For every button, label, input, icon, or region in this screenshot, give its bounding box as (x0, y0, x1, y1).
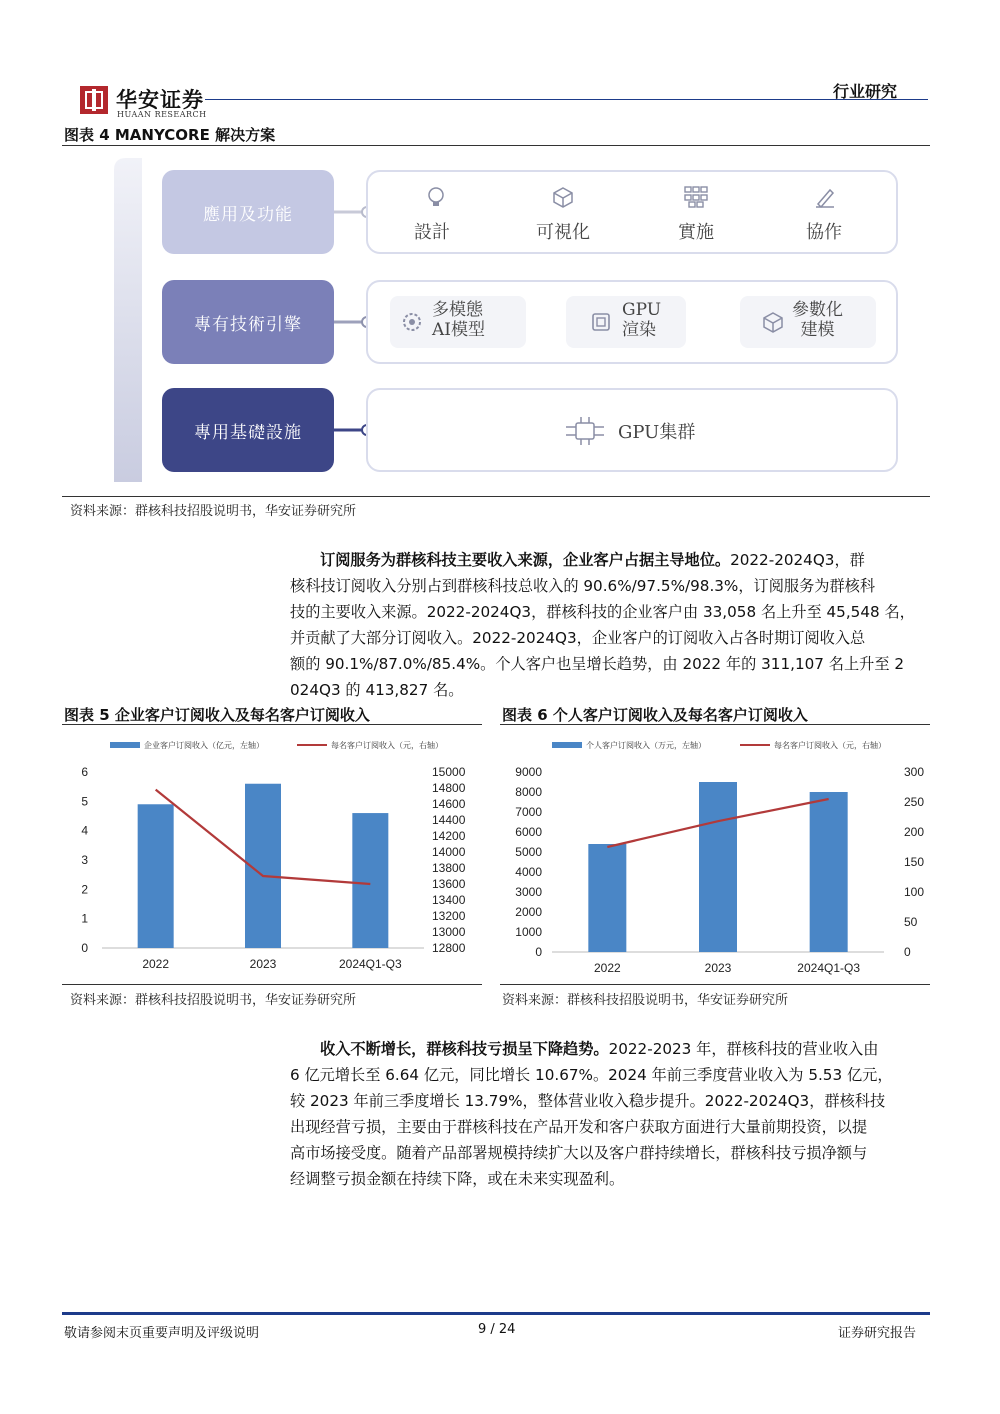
bar (699, 782, 737, 952)
y2-tick-label: 50 (904, 915, 918, 929)
paragraph2-line: 6 亿元增长至 6.64 亿元，同比增长 10.67%。2024 年前三季度营业收入为 5.53 亿元， (290, 1066, 893, 1084)
y2-tick-label: 250 (904, 795, 925, 809)
footer-disclaimer: 敬请参阅末页重要声明及评级说明 (64, 1326, 260, 1341)
item-visualization: 可視化 (536, 222, 590, 243)
layer-engine: 專有技術引擎 (162, 280, 334, 364)
logo-subtext: HUAAN RESEARCH (117, 110, 207, 119)
paragraph1-line: 2022-2024Q3，群 (730, 551, 865, 569)
y2-tick-label: 15000 (432, 765, 466, 779)
y-tick-label: 2000 (515, 905, 542, 919)
y2-tick-label: 14400 (432, 813, 466, 827)
y-tick-label: 4000 (515, 865, 542, 879)
company-logo (80, 86, 108, 114)
figure4-bottom-rule (62, 496, 930, 497)
y2-tick-label: 300 (904, 765, 925, 779)
x-tick-label: 2023 (704, 961, 732, 975)
y-tick-label: 3000 (515, 885, 542, 899)
infrastructure-panel (366, 388, 898, 472)
bar (352, 813, 388, 948)
item-gpu-render: GPU 渲染 (622, 300, 662, 340)
y-tick-label: 2 (81, 882, 88, 897)
multimodal-ai-card (390, 296, 526, 348)
legend-line-label: 每名客户订阅收入（元，右轴） (331, 741, 443, 750)
footer-report-type: 证券研究报告 (838, 1326, 917, 1341)
footer-line (62, 1312, 930, 1315)
x-tick-label: 2024Q1-Q3 (797, 961, 861, 975)
y2-tick-label: 14600 (432, 797, 466, 811)
bar (810, 792, 848, 952)
gpu-chip-icon (590, 311, 612, 333)
y2-tick-label: 14800 (432, 781, 466, 795)
figure6-title: 图表 6 个人客户订阅收入及每名客户订阅收入 (502, 706, 808, 724)
y-tick-label: 0 (535, 945, 542, 959)
paragraph2-line: 较 2023 年前三季度增长 13.79%，整体营业收入稳步提升。2022-2024Q3，群核科技 (290, 1092, 886, 1110)
item-gpu-cluster: GPU集群 (618, 422, 696, 443)
paragraph1-line: 024Q3 的 413,827 名。 (290, 681, 464, 699)
paragraph1-lead: 订阅服务为群核科技主要收入来源，企业客户占据主导地位。 (320, 551, 731, 569)
paragraph1-line: 核科技订阅收入分别占到群核科技总收入的 90.6%/97.5%/98.3%，订阅服务为群核科 (290, 577, 876, 595)
item-parametric-modeling: 參數化 建模 (792, 300, 843, 340)
chart-enterprise-subscription (62, 728, 482, 980)
y-tick-label: 5 (81, 794, 88, 809)
y2-tick-label: 13400 (432, 893, 466, 907)
chart-individual-subscription (500, 728, 930, 980)
paragraph2-line: 高市场接受度。随着产品部署规模持续扩大以及客户群持续增长，群核科技亏损净额与 (290, 1144, 868, 1162)
gpu-render-card (566, 296, 686, 348)
figure5-source: 资料来源：群核科技招股说明书，华安证券研究所 (70, 993, 357, 1008)
param-cube-icon (762, 311, 784, 333)
x-tick-label: 2023 (249, 957, 277, 971)
figure5-bottom-rule (62, 984, 482, 985)
bar (138, 804, 174, 948)
figure6-bottom-rule (500, 984, 930, 985)
y-tick-label: 1000 (515, 925, 542, 939)
legend-bar-label: 企业客户订阅收入（亿元，左轴） (144, 741, 264, 750)
layer-applications: 應用及功能 (162, 170, 334, 254)
paragraph-revenue (290, 1036, 930, 1192)
header-line (205, 99, 928, 100)
y2-tick-label: 13000 (432, 925, 466, 939)
figure6-source: 资料来源：群核科技招股说明书，华安证券研究所 (502, 993, 789, 1008)
y-tick-label: 1 (81, 911, 88, 926)
legend-bar-label: 个人客户订阅收入（万元，左轴） (586, 741, 706, 750)
paragraph1-line: 额的 90.1%/87.0%/85.4%。个人客户也呈增长趋势，由 2022 年的 311,107 名上升至 2 (290, 655, 904, 673)
figure5-top-rule (62, 724, 482, 725)
y-tick-label: 9000 (515, 765, 542, 779)
paragraph2-lead: 收入不断增长，群核科技亏损呈下降趋势。 (320, 1040, 609, 1058)
y-tick-label: 5000 (515, 845, 542, 859)
legend-line-label: 每名客户订阅收入（元，右轴） (774, 741, 886, 750)
section-label: 行业研究 (833, 82, 898, 101)
parametric-modeling-card (740, 296, 876, 348)
solution-diagram (62, 150, 930, 490)
paragraph-subscription (290, 547, 930, 703)
figure6-top-rule (500, 724, 930, 725)
y2-tick-label: 0 (904, 945, 911, 959)
y-tick-label: 4 (81, 823, 88, 838)
y-tick-label: 7000 (515, 805, 542, 819)
y-tick-label: 3 (81, 853, 88, 867)
y-tick-label: 8000 (515, 785, 542, 799)
y-tick-label: 6 (81, 765, 88, 779)
x-tick-label: 2024Q1-Q3 (338, 957, 402, 971)
paragraph2-line: 2022-2023 年，群核科技的营业收入由 (608, 1040, 879, 1058)
figure5-title: 图表 5 企业客户订阅收入及每名客户订阅收入 (64, 706, 370, 724)
paragraph1-line: 并贡献了大部分订阅收入。2022-2024Q3，企业客户的订阅收入占各时期订阅收入总 (290, 629, 866, 647)
grid-icon (684, 186, 708, 208)
y2-tick-label: 100 (904, 885, 925, 899)
figure4-top-rule (62, 145, 930, 146)
paragraph2-line: 出现经营亏损，主要由于群核科技在产品开发和客户获取方面进行大量前期投资，以提 (290, 1118, 868, 1136)
y-tick-label: 0 (81, 941, 88, 955)
engine-panel (366, 280, 898, 364)
logo-text: 华安证券 (116, 87, 204, 112)
item-implementation: 實施 (678, 222, 714, 243)
item-design: 設計 (414, 222, 450, 243)
y2-tick-label: 12800 (432, 941, 466, 955)
paragraph2-line: 经调整亏损金额在持续下降，或在未来实现盈利。 (290, 1170, 625, 1188)
pen-icon (814, 186, 836, 208)
y-tick-label: 6000 (515, 825, 542, 839)
item-collaboration: 協作 (806, 222, 842, 243)
paragraph1-line: 技的主要收入来源。2022-2024Q3，群核科技的企业客户由 33,058 名上升至 45,548 名， (290, 603, 915, 621)
y2-tick-label: 200 (904, 825, 925, 839)
legend-bar-swatch (110, 742, 140, 748)
figure4-source: 资料来源：群核科技招股说明书，华安证券研究所 (70, 504, 357, 519)
bar (588, 844, 626, 952)
y2-tick-label: 14000 (432, 845, 466, 859)
y2-tick-label: 13800 (432, 861, 466, 875)
bulb-icon (426, 186, 446, 208)
y2-tick-label: 14200 (432, 829, 466, 843)
y2-tick-label: 13200 (432, 909, 466, 923)
layer-infrastructure: 專用基礎設施 (162, 388, 334, 472)
legend-bar-swatch (552, 742, 582, 748)
y2-tick-label: 150 (904, 855, 925, 869)
x-tick-label: 2022 (142, 957, 170, 971)
y2-tick-label: 13600 (432, 877, 466, 891)
cube-icon (552, 186, 574, 208)
cluster-chip-icon (564, 416, 606, 446)
item-multimodal-ai: 多模態 AI模型 (432, 300, 485, 340)
applications-panel (366, 170, 898, 254)
figure4-title: 图表 4 MANYCORE 解决方案 (64, 126, 276, 144)
ai-gear-icon (400, 310, 424, 334)
x-tick-label: 2022 (593, 961, 621, 975)
page-number: 9 / 24 (478, 1322, 516, 1337)
